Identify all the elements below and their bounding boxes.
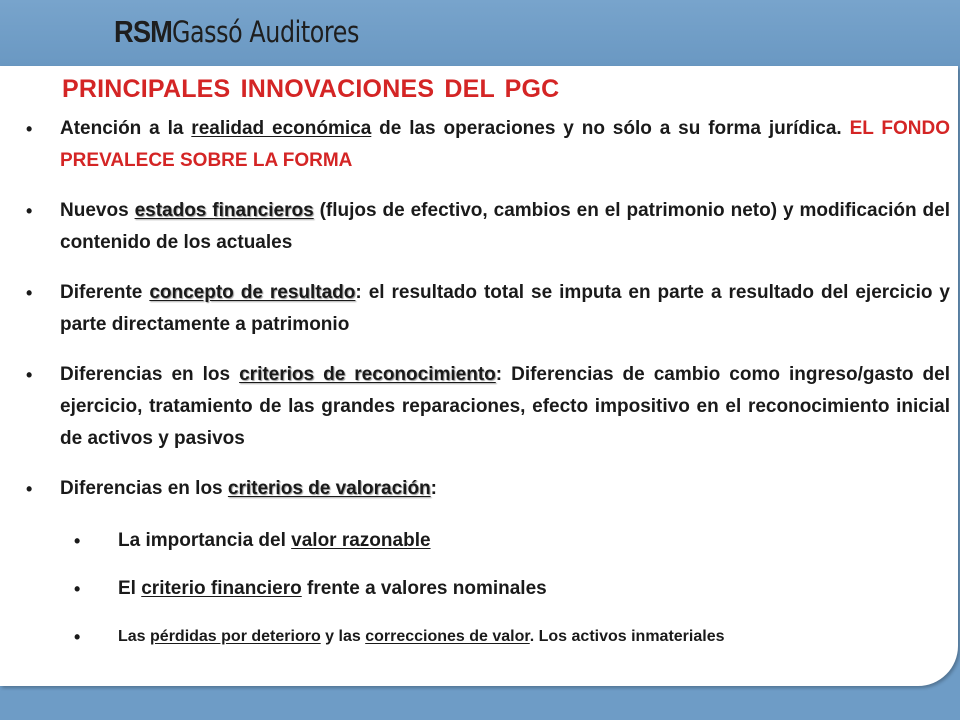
bullet-text: Nuevos [60,200,135,221]
bullet-text: y las [320,628,366,645]
bullet-list [0,113,960,649]
highlight-text: EL FONDO PREVALECE SOBRE LA FORMA [60,118,950,171]
emphasis-term: criterios de reconocimiento [239,364,496,385]
underlined-term: valor razonable [291,530,431,551]
company-logo [114,14,400,54]
bullet-text: Diferencias en los [60,364,240,385]
bullet-realidad-economica [60,113,950,177]
sub-bullet-perdidas-deterioro [118,625,950,649]
bullet-text: La importancia del [118,530,292,551]
bullet-text: de las operaciones y no sólo a su forma jurídica. [371,118,850,139]
underlined-term: pérdidas por deterioro [150,628,321,645]
bullet-concepto-resultado [60,277,950,341]
bullet-estados-financieros [60,195,950,259]
bullet-text: : [430,478,437,499]
sub-bullet-criterio-financiero [118,577,950,601]
emphasis-term: estados financieros [134,200,314,221]
bullet-text: Atención a la [60,118,192,139]
logo-brand: RSM [114,14,172,49]
bullet-text: . Los activos inmateriales [529,628,725,645]
sub-bullet-list [0,529,950,649]
bullet-criterios-valoracion [60,473,950,649]
emphasis-term: concepto de resultado [149,282,356,303]
slide-title: PRINCIPALES INNOVACIONES DEL PGC [62,75,560,103]
bullet-text: frente a valores nominales [301,578,547,599]
bullet-text: (flujos de efectivo, cambios en el patrimonio neto) y modificación del contenido de los actuales [60,200,951,253]
emphasis-term: criterios de valoración [227,478,431,499]
sub-bullet-valor-razonable [118,529,950,553]
bullet-text: Diferencias en los [60,478,228,499]
bullet-text: : el resultado total se imputa en parte a resultado del ejercicio y parte directamente a patrimonio [60,282,951,335]
bullet-text: Diferente [60,282,150,303]
bullet-criterios-reconocimiento [60,359,950,455]
bullet-text: : Diferencias de cambio como ingreso/gasto del ejercicio, tratamiento de las grandes reparaciones, efecto impositivo en el reconocimiento inicial de activos y pasivos [60,364,950,449]
underlined-term: correcciones de valor [365,628,530,645]
bullet-text: Las [118,628,151,645]
underlined-term: realidad económica [191,118,372,139]
logo-firm-name: Gassó Auditores [172,15,359,49]
bullet-text: El [118,578,142,599]
underlined-term: criterio financiero [141,578,302,599]
